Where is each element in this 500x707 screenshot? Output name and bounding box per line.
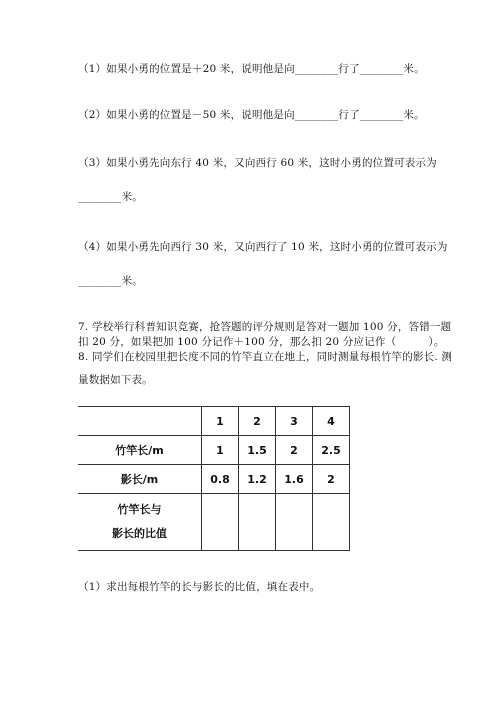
table-header-row [78,407,350,436]
table-header-cell: 1 [202,407,239,436]
table-cell: 1.2 [239,465,276,494]
blank-answer-cell[interactable] [202,494,239,551]
measurement-table [78,406,350,551]
table-row [78,436,350,465]
table-header-cell: 4 [313,407,350,436]
row-label: 竹竿长/m [78,436,202,465]
ratio-label-line-2: 影长的比值 [112,527,167,540]
blank-answer-cell[interactable] [276,494,313,551]
sub-question-2: （2）如果小勇的位置是－50 米，说明他是向________行了________米。 [78,109,425,121]
table-cell: 1 [202,436,239,465]
question-8-line-1: 8. 同学们在校园里把长度不同的竹竿直立在地上，同时测量每根竹竿的影长. 测 [78,351,453,363]
row-label-ratio [78,494,202,551]
table-cell: 2 [276,436,313,465]
table-header-cell: 2 [239,407,276,436]
table-cell: 2.5 [313,436,350,465]
sub-question-1: （1）如果小勇的位置是＋20 米，说明他是向________行了________米。 [78,63,425,75]
question-7-line-2: 扣 20 分，如果把加 100 分记作＋100 分，那么扣 20 分应记作（ ）。 [78,336,445,348]
table-cell: 1.5 [239,436,276,465]
table-cell: 1.6 [276,465,313,494]
table-row [78,465,350,494]
table-header-cell: 3 [276,407,313,436]
sub-question-4: （4）如果小勇先向西行 30 米，又向西行了 10 米，这时小勇的位置可表示为 [78,241,448,253]
question-7-line-1: 7. 学校举行科普知识竞赛，抢答题的评分规则是答对一题加 100 分，答错一题 [78,321,452,333]
table-header-cell [78,407,202,436]
table-cell: 2 [313,465,350,494]
sub-question-4-continued: ________米。 [78,275,143,287]
table-row-ratio [78,494,350,551]
row-label: 影长/m [78,465,202,494]
question-8-sub-1: （1）求出每根竹竿的长与影长的比值，填在表中。 [78,581,321,593]
sub-question-3-continued: ________米。 [78,191,143,203]
table-cell: 0.8 [202,465,239,494]
sub-question-3: （3）如果小勇先向东行 40 米，又向西行 60 米，这时小勇的位置可表示为 [78,157,437,169]
blank-answer-cell[interactable] [313,494,350,551]
question-8-line-2: 量数据如下表。 [78,374,153,386]
ratio-label-line-1: 竹竿长与 [117,503,162,516]
blank-answer-cell[interactable] [239,494,276,551]
